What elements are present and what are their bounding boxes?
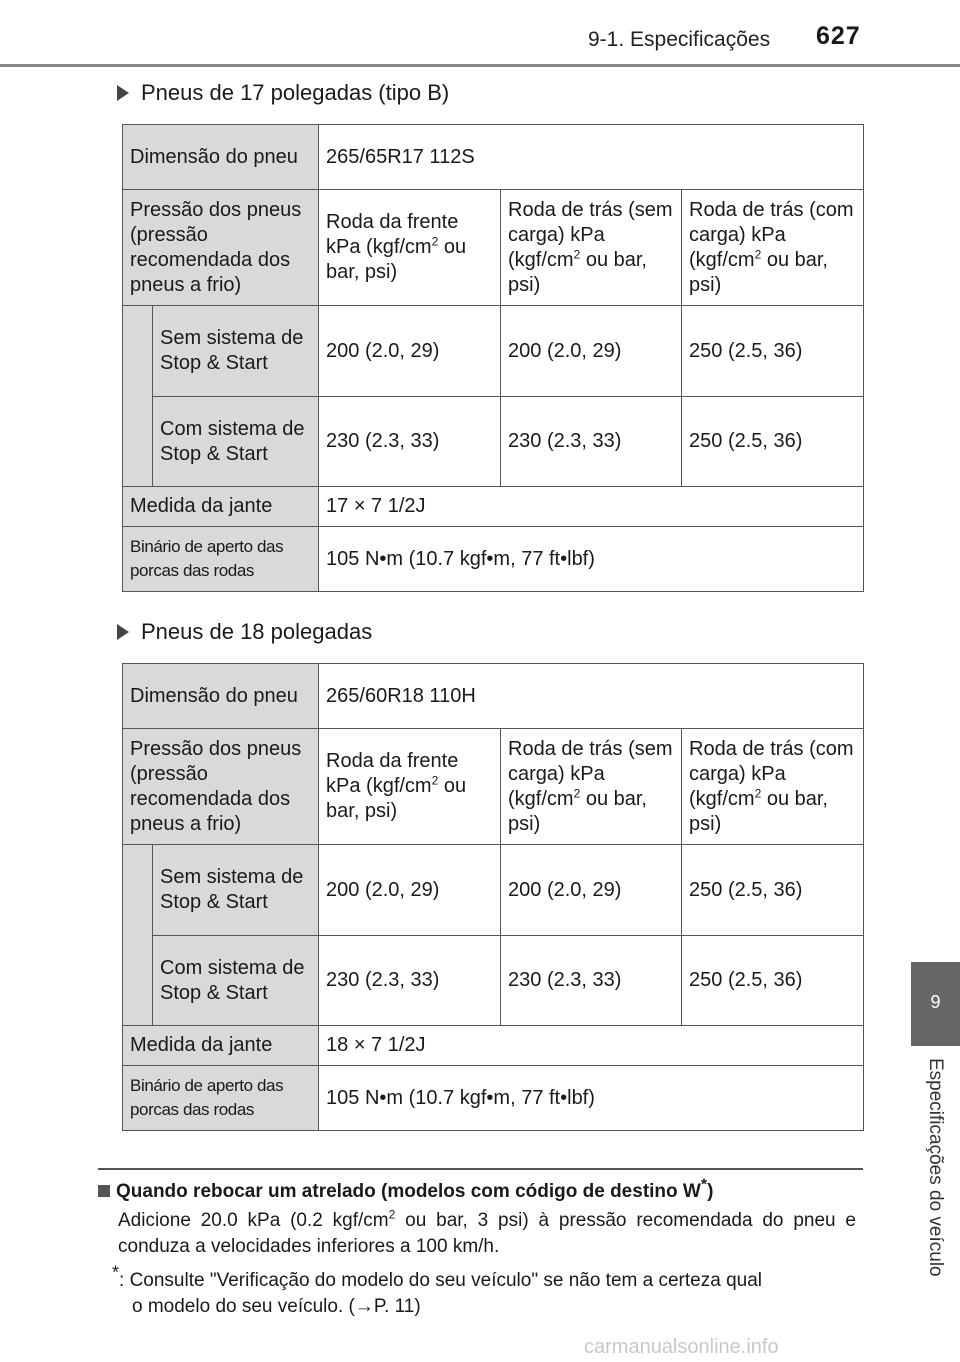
rim-value: 17 × 7 1/2J [319,487,864,527]
table-row [123,397,864,487]
note-title: Quando rebocar um atrelado (modelos com código de destino W*) [98,1181,713,1203]
rear-loaded-value: 250 (2.5, 36) [682,397,864,487]
tire-size-label: Dimensão do pneu [123,125,319,190]
row-label: Sem sistema de Stop & Start [153,845,319,936]
rear-loaded-value: 250 (2.5, 36) [682,845,864,936]
arrow-right-icon [117,85,129,101]
front-value: 230 (2.3, 33) [319,397,501,487]
chapter-label [917,1058,953,1298]
note-body: Adicione 20.0 kPa (0.2 kgf/$cm^2$ ou bar, 3 psi) à pressão recomendada do pneu e conduza a velocidades inferiores a 100 km/h. [118,1207,856,1257]
tire-size-value: 265/60R18 110H [319,664,864,729]
col-front-header: Roda da frente kPa ($kgf/cm^2$ ou bar, psi) [319,190,501,306]
torque-label: Binário de aperto das porcas das rodas [123,1066,319,1131]
page-header [0,0,960,66]
footnote: *: Consulte "Verificação do modelo do seu veículo" se não tem a certeza qual o modelo do seu veículo. (→P. 11) [112,1262,762,1317]
note-rule [98,1168,863,1170]
row-label: Sem sistema de Stop & Start [153,306,319,397]
square-bullet-icon [98,1185,110,1197]
pressure-label: Pressão dos pneus (pressão recomendada dos pneus a frio) [123,729,319,845]
table-row [123,729,864,845]
row-label: Com sistema de Stop & Start [153,397,319,487]
chapter-label-text: Especificações do veículo [925,1058,946,1277]
tire-table-17 [122,124,864,592]
table-row [123,1026,864,1066]
indent-cell [123,306,153,487]
tire-size-value: 265/65R17 112S [319,125,864,190]
table-row [123,487,864,527]
rear-unloaded-value: 230 (2.3, 33) [501,936,682,1026]
section-title: 9-1. Especificações [588,28,771,51]
chapter-number: 9 [930,992,941,1012]
torque-value: 105 N•m (10.7 kgf•m, 77 ft•lbf) [319,1066,864,1131]
header-rule [0,64,960,67]
rear-loaded-value: 250 (2.5, 36) [682,936,864,1026]
col-rear-loaded-header: Roda de trás (com carga) kPa ($kgf/cm^2$ ou bar, psi) [682,190,864,306]
col-rear-unloaded-header: Roda de trás (sem carga) kPa ($kgf/cm^2$ ou bar, psi) [501,729,682,845]
front-value: 200 (2.0, 29) [319,306,501,397]
row-label: Com sistema de Stop & Start [153,936,319,1026]
chapter-tab [911,962,960,1046]
rear-unloaded-value: 200 (2.0, 29) [501,845,682,936]
rear-unloaded-value: 200 (2.0, 29) [501,306,682,397]
col-front-header: Roda da frente kPa ($kgf/cm^2$ ou bar, psi) [319,729,501,845]
tire-size-label: Dimensão do pneu [123,664,319,729]
rim-label: Medida da jante [123,487,319,527]
table-row [123,125,864,190]
table-row [123,306,864,397]
rim-label: Medida da jante [123,1026,319,1066]
watermark: carmanualsonline.info [584,1336,779,1358]
indent-cell [123,845,153,1026]
table-row [123,190,864,306]
pressure-label: Pressão dos pneus (pressão recomendada dos pneus a frio) [123,190,319,306]
arrow-right-icon [117,624,129,640]
front-value: 200 (2.0, 29) [319,845,501,936]
rear-unloaded-value: 230 (2.3, 33) [501,397,682,487]
torque-label: Binário de aperto das porcas das rodas [123,527,319,592]
page-number: 627 [816,22,861,50]
tire-table-18 [122,663,864,1131]
table-heading-17: Pneus de 17 polegadas (tipo B) [117,80,449,106]
page-reference-link[interactable]: o modelo do seu veículo. (→P. 11) [132,1296,421,1317]
table-row [123,1066,864,1131]
col-rear-unloaded-header: Roda de trás (sem carga) kPa ($kgf/cm^2$ ou bar, psi) [501,190,682,306]
rim-value: 18 × 7 1/2J [319,1026,864,1066]
table-row [123,664,864,729]
rear-loaded-value: 250 (2.5, 36) [682,306,864,397]
table-row [123,527,864,592]
table-heading-18: Pneus de 18 polegadas [117,619,372,645]
front-value: 230 (2.3, 33) [319,936,501,1026]
col-rear-loaded-header: Roda de trás (com carga) kPa ($kgf/cm^2$ ou bar, psi) [682,729,864,845]
table-row [123,845,864,936]
table-row [123,936,864,1026]
torque-value: 105 N•m (10.7 kgf•m, 77 ft•lbf) [319,527,864,592]
